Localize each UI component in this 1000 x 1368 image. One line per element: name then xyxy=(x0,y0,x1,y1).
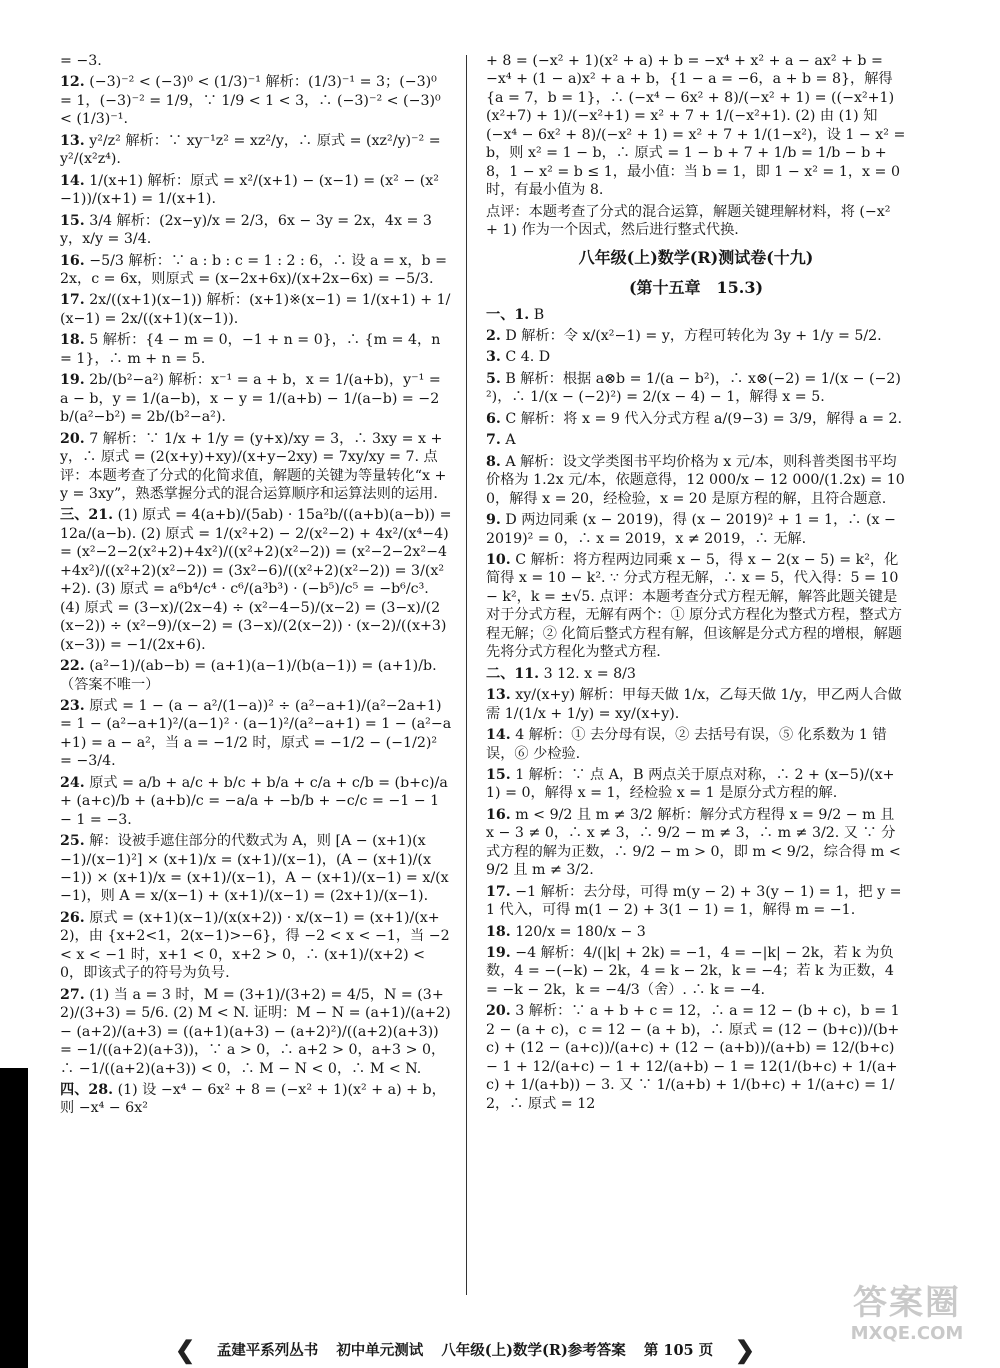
answer-text: 原式 = 1 − (a − a²/(1−a))² ÷ (a²−a+1)/(a²−2a+1) = 1 − (a²−a+1)²/(a−1)² · (a−1)²/(a²−a+1) = 1 − (a²−a+1) = a − a²，当 a = −1/2 时，原式 = −1/2 − (−1/2)² = −3/4. xyxy=(60,697,452,770)
answer-item xyxy=(60,774,452,829)
answer-item xyxy=(486,1002,906,1113)
answer-number: 一、1. xyxy=(486,306,530,323)
answer-text: 3 12. x = 8/3 xyxy=(543,665,636,682)
answer-item xyxy=(486,923,906,941)
answer-text: 点评：本题考查了分式的混合运算，解题关键理解材料，将 (−x² + 1) 作为一个因式，然后进行整式代换. xyxy=(486,203,891,239)
answer-number: 19. xyxy=(60,372,85,389)
answer-text: 120/x = 180/x − 3 xyxy=(515,923,646,940)
answer-number: 12. xyxy=(60,74,85,91)
answer-number: 20. xyxy=(486,1003,511,1020)
answer-number: 5. xyxy=(486,370,501,387)
answer-number: 7. xyxy=(486,432,501,449)
footer-subject: 八年级(上)数学(R)参考答案 xyxy=(441,1341,626,1359)
answer-number: 三、21. xyxy=(60,507,114,524)
answer-item xyxy=(60,657,452,694)
answer-item xyxy=(60,291,452,328)
watermark-cn: 答案圈 xyxy=(853,1283,961,1323)
answer-text: 5 解析：{4 − m = 0，−1 + n = 0}，∴ {m = 4，n = 1}，∴ m + n = 5. xyxy=(60,332,441,367)
answer-text: 2b/(b²−a²) 解析：x⁻¹ = a + b，x = 1/(a+b)，y⁻¹ = a − b，y = 1/(a−b)，x − y = 1/(a+b) − 1/(a−b) = −2b/(a²−b²) = 2b/(b²−a²). xyxy=(60,372,441,426)
answer-item xyxy=(60,331,452,368)
answer-number: 22. xyxy=(60,658,85,675)
answer-text: D 解析：令 x/(x²−1) = y，方程可转化为 3y + 1/y = 5/2. xyxy=(505,327,882,344)
answer-item xyxy=(486,766,906,803)
answer-item xyxy=(60,909,452,983)
answer-number: 15. xyxy=(486,766,511,783)
answer-number: 24. xyxy=(60,774,85,791)
answer-text: B 解析：根据 a⊗b = 1/(a − b²)，∴ x⊗(−2) = 1/(x − (−2)²)，∴ 1/(x − (−2)²) = 2/(x − 4) − 1，解得 x = 5. xyxy=(486,370,901,406)
footer-book: 初中单元测试 xyxy=(336,1341,424,1359)
answer-text: = −3. xyxy=(60,53,102,69)
answer-text: 7 解析：∵ 1/x + 1/y = (y+x)/xy = 3，∴ 3xy = x + y，∴ 原式 = (2(x+y)+xy)/(x+y−2xy) = 7xy/xy = 7. 点评：本题考查了分式的化简求值，解题的关键为等量转化“x + y = 3xy”，熟悉掌握分式的混合运算顺序和运算法则的运用. xyxy=(60,430,447,502)
answer-text: 4 解析：① 去分母有误，② 去括号有误，⑤ 化系数为 1 错误，⑥ 少检验. xyxy=(486,727,887,762)
answer-item xyxy=(486,203,906,240)
answer-item xyxy=(486,551,906,662)
answer-text: B xyxy=(533,306,545,323)
answer-item xyxy=(60,132,452,169)
answer-item xyxy=(486,665,906,683)
answer-number: 18. xyxy=(486,923,511,940)
answer-number: 17. xyxy=(60,292,85,309)
answer-item xyxy=(486,883,906,920)
answer-item xyxy=(60,986,452,1078)
answer-text: C 解析：将 x = 9 代入分式方程 a/(9−3) = 3/9，解得 a = 2. xyxy=(505,410,902,427)
answer-number: 25. xyxy=(60,833,85,850)
answer-text: (1) 设 −x⁴ − 6x² + 8 = (−x² + 1)(x² + a) + b，则 −x⁴ − 6x² xyxy=(60,1082,446,1117)
site-watermark xyxy=(822,1283,992,1363)
answer-item xyxy=(60,52,452,70)
answer-number: 27. xyxy=(60,986,85,1003)
footer-series: 孟建平系列丛书 xyxy=(216,1341,319,1359)
answer-text: −5/3 解析：∵ a : b : c = 1 : 2 : 6，∴ 设 a = x，b = 2x，c = 6x，则原式 = (x−2x+6x)/(x+2x−6x) = −5/3. xyxy=(60,252,447,287)
answer-item xyxy=(60,430,452,504)
answer-text: 原式 = a/b + a/c + b/c + b/a + c/a + c/b = (b+c)/a + (a+c)/b + (a+b)/c = −a/a + −b/b + −c/c = −1 − 1 − 1 = −3. xyxy=(60,774,448,828)
answer-text: D 两边同乘 (x − 2019)，得 (x − 2019)² + 1 = 1，∴ (x − 2019)² = 0，∴ x = 2019，x ≠ 2019，∴ 无解. xyxy=(486,512,896,547)
answer-number: 14. xyxy=(60,172,85,189)
left-arrow-icon: ❮ xyxy=(175,1334,196,1364)
answer-number: 3. xyxy=(486,349,501,366)
right-answer-column xyxy=(486,52,906,1116)
answer-number: 10. xyxy=(486,551,511,568)
answer-item xyxy=(486,410,906,428)
page-footer xyxy=(175,1333,755,1365)
answer-number: 13. xyxy=(486,687,511,704)
answer-number: 17. xyxy=(486,883,511,900)
answer-item xyxy=(486,370,906,407)
test-paper-title: 八年级(上)数学(R)测试卷(十九) xyxy=(578,247,814,267)
answer-number: 四、28. xyxy=(60,1082,114,1099)
answer-number: 13. xyxy=(60,132,85,149)
answer-number: 14. xyxy=(486,727,511,744)
answer-number: 15. xyxy=(60,212,85,229)
answer-text: −1 解析：去分母，可得 m(y − 2) + 3(y − 1) = 1，把 y = 1 代入，可得 m(1 − 2) + 3(1 − 1) = 1，解得 m = −1. xyxy=(486,883,902,919)
answer-item xyxy=(60,697,452,771)
answer-text: 3/4 解析：(2x−y)/x = 2/3，6x − 3y = 2x，4x = 3y，x/y = 3/4. xyxy=(60,212,432,248)
answer-text: (−3)⁻² < (−3)⁰ < (1/3)⁻¹ 解析：(1/3)⁻¹ = 3；(−3)⁰ = 1，(−3)⁻² = 1/9，∵ 1/9 < 1 < 3，∴ (−3)⁻² < (−3)⁰ < (1/3)⁻¹. xyxy=(60,74,441,128)
answer-text: 原式 = (x+1)(x−1)/(x(x+2)) · x/(x−1) = (x+1)/(x+2)，由 {x+2<1，2(x−1)>−6}，得 −2 < x < −1，当 −2 < x < −1 时，x+1 < 0，x+2 > 0，∴ (x+1)/(x+2) < 0，即该式子的符号为负号. xyxy=(60,909,450,982)
answer-number: 6. xyxy=(486,410,501,427)
answer-item xyxy=(486,726,906,763)
answer-item xyxy=(486,348,906,366)
answer-item xyxy=(60,1081,452,1118)
answer-number: 2. xyxy=(486,327,501,344)
answer-item xyxy=(486,52,906,200)
answer-item xyxy=(60,73,452,128)
answer-text: C 4. D xyxy=(505,349,551,366)
answer-item xyxy=(486,327,906,345)
answer-item xyxy=(60,371,452,426)
answer-text: 3 解析：∵ a + b + c = 12，∴ a = 12 − (b + c)，b = 12 − (a + c)，c = 12 − (a + b)，∴ 原式 = (12 − (b+c))/(b+c) + (12 − (a+c))/(a+c) + (12 − (a+b))/(a+b) = 12/(b+c) − 1 + 12/(a+c) − 1 + 12/(a+b) − 1 = 12(1/(b+c) + 1/(a+c) + 1/(a+b)) − 3. 又 ∵ 1/(a+b) + 1/(b+c) + 1/(a+c) = 1/2，∴ 原式 = 12 xyxy=(486,1003,900,1112)
footer-page-number: 第 105 页 xyxy=(643,1341,714,1359)
answer-number: 19. xyxy=(486,945,511,962)
answer-item xyxy=(60,172,452,209)
answer-text: A xyxy=(505,432,516,449)
answer-text: −4 解析：4/(|k| + 2k) = −1，4 = −|k| − 2k，若 k 为负数，4 = −(−k) − 2k，4 = k − 2k，k = −4；若 k 为正数，4 = −k − 2k，k = −4/3（舍）. ∴ k = −4. xyxy=(486,945,894,998)
answer-item xyxy=(486,453,906,508)
answer-number: 18. xyxy=(60,332,85,349)
answer-item xyxy=(486,806,906,880)
answer-text: + 8 = (−x² + 1)(x² + a) + b = −x⁴ + x² + a − ax² + b = −x⁴ + (1 − a)x² + a + b，{1 − a = −6，a + b = 8}，解得 {a = 7，b = 1}，∴ (−x⁴ − 6x² + 8)/(−x² + 1) = ((−x²+1)(x²+7) + 1)/(−x²+1) = x² + 7 + 1/(−x²+1). (2) 由 (1) 知 (−x⁴ − 6x² + 8)/(−x² + 1) = x² + 7 + 1/(1−x²)，设 1 − x² = b，则 x² = 1 − b，∴ 原式 = 1 − b + 7 + 1/b = 1/b − b + 8，1 − x² = b ≤ 1，最小值：当 b = 1，即 1 − x² = 1，x = 0 时，有最小值为 8. xyxy=(486,53,906,199)
answer-item xyxy=(486,944,906,999)
answer-text: 解：设被手遮住部分的代数式为 A，则 [A − (x+1)(x−1)/(x−1)²] × (x+1)/x = (x+1)/(x−1)，(A − (x+1)/(x−1)) × (x+1)/x = (x+1)/(x−1)，A − (x+1)/(x−1) = x/(x−1)，则 A = x/(x−1) + (x+1)/(x−1) = (2x+1)/(x−1). xyxy=(60,833,449,905)
answer-text: (1) 原式 = 4(a+b)/(5ab) · 15a²b/((a+b)(a−b)) = 12a/(a−b). (2) 原式 = 1/(x²+2) − 2/(x²−2) + 4x²/(x⁴−4) = (x²−2−2(x²+2)+4x²)/((x²+2)(x²−2)) = (x²−2−2x²−4+4x²)/((x²+2)(x²−2)) = (3x²−6)/((x²+2)(x²−2)) = 3/(x²+2). (3) 原式 = a⁶b⁴/c⁴ · c⁶/(a³b³) · (−b⁵)/c⁵ = −b⁶/c³. (4) 原式 = (3−x)/(2x−4) ÷ (x²−4−5)/(x−2) = (3−x)/(2(x−2)) ÷ (x²−9)/(x−2) = (3−x)/(2(x−2)) · (x−2)/((x+3)(x−3)) = −1/(2x+6). xyxy=(60,507,452,653)
answer-text: m < 9/2 且 m ≠ 3/2 解析：解分式方程得 x = 9/2 − m 且 x − 3 ≠ 0，∴ x ≠ 3，∴ 9/2 − m ≠ 3，∴ m ≠ 3/2. 又 ∵ 分式方程的解为正数，∴ 9/2 − m > 0，即 m < 9/2，综合得 m < 9/2 且 m ≠ 3/2. xyxy=(486,806,901,879)
answer-number: 二、11. xyxy=(486,665,540,682)
answer-number: 20. xyxy=(60,430,85,447)
answer-text: C 解析：将方程两边同乘 x − 5，得 x − 2(x − 5) = k²，化简得 x = 10 − k². ∵ 分式方程无解，∴ x = 5，代入得：5 = 10 − k²，k = ±√5. 点评：本题考查分式方程无解，解答此题关键是对于分式方程，无解有两个：① 原分式方程化为整式方程，整式方程无解；② 化简后整式方程有解，但该解是分式方程的增根，解题先将分式方程化为整式方程. xyxy=(486,551,902,661)
left-answer-column xyxy=(60,52,452,1121)
answer-number: 16. xyxy=(60,252,85,269)
answer-item xyxy=(60,252,452,289)
answer-item xyxy=(486,511,906,548)
right-column-continuation xyxy=(486,52,906,240)
answer-item xyxy=(60,506,452,654)
watermark-en: MXQE.COM xyxy=(850,1322,964,1344)
answer-number: 9. xyxy=(486,512,501,529)
answer-number: 23. xyxy=(60,697,85,714)
answer-number: 16. xyxy=(486,806,511,823)
answer-text: (1) 当 a = 3 时，M = (3+1)/(3+2) = 4/5，N = (3+2)/(3+3) = 5/6. (2) M < N. 证明：M − N = (a+1)/(a+2) − (a+2)/(a+3) = ((a+1)(a+3) − (a+2)²)/((a+2)(a+3)) = −1/((a+2)(a+3))，∵ a > 0，∴ a+2 > 0，a+3 > 0，∴ −1/((a+2)(a+3)) < 0，∴ M − N < 0，∴ M < N. xyxy=(60,986,451,1077)
footer-text xyxy=(217,1339,713,1360)
answer-item xyxy=(486,431,906,449)
column-divider xyxy=(466,55,467,1295)
answer-number: 26. xyxy=(60,909,85,926)
answer-text: 1 解析：∵ 点 A，B 两点关于原点对称，∴ 2 + (x−5)/(x+1) = 0，解得 x = 1，经检验 x = 1 是原分式方程的解. xyxy=(486,766,895,802)
scan-edge-shadow xyxy=(0,1068,28,1368)
test-paper-chapter: (第十五章 15.3) xyxy=(628,277,764,297)
answer-number: 8. xyxy=(486,453,501,470)
right-column-answers xyxy=(486,306,906,1114)
answer-item xyxy=(486,306,906,324)
answer-text: y²/z² 解析：∵ xy⁻¹z² = xz²/y，∴ 原式 = (xz²/y)⁻² = y²/(x²z⁴). xyxy=(60,132,441,168)
right-arrow-icon: ❯ xyxy=(734,1334,755,1364)
answer-text: 1/(x+1) 解析：原式 = x²/(x+1) − (x−1) = (x² − (x²−1))/(x+1) = 1/(x+1). xyxy=(60,172,439,208)
answer-item xyxy=(486,686,906,723)
answer-item xyxy=(60,212,452,249)
answer-text: xy/(x+y) 解析：甲每天做 1/x，乙每天做 1/y，甲乙两人合做需 1/(1/x + 1/y) = xy/(x+y). xyxy=(486,687,902,722)
answer-text: A 解析：设文学类图书平均价格为 x 元/本，则科普类图书平均价格为 1.2x 元/本，依题意得，12 000/x − 12 000/(1.2x) = 100，解得 x = 20，经检验，x = 20 是原方程的解，且符合题意. xyxy=(486,453,905,507)
answer-text: 2x/((x+1)(x−1)) 解析：(x+1)※(x−1) = 1/(x+1) + 1/(x−1) = 2x/((x+1)(x−1)). xyxy=(60,292,451,327)
answer-item xyxy=(60,832,452,906)
answer-text: (a²−1)/(ab−b) = (a+1)(a−1)/(b(a−1)) = (a+1)/b.（答案不唯一） xyxy=(60,658,437,693)
